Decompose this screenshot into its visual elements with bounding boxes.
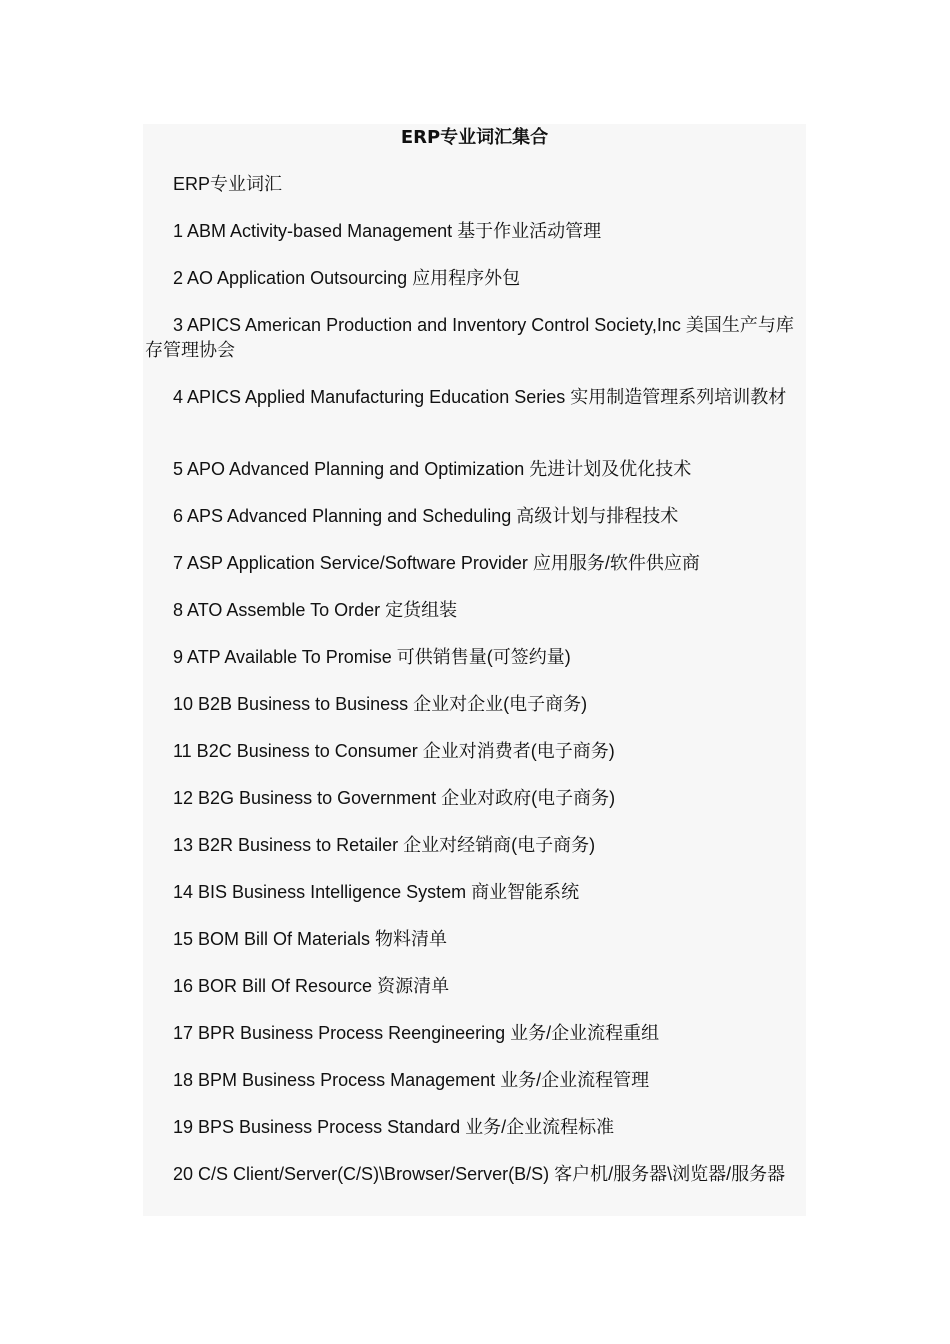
entry-aps: 6 APS Advanced Planning and Scheduling 高级计划与排程技术 bbox=[173, 506, 679, 526]
document-panel bbox=[143, 124, 806, 1216]
entry-bpr: 17 BPR Business Process Reengineering 业务/企业流程重组 bbox=[173, 1023, 660, 1043]
entry-ao: 2 AO Application Outsourcing 应用程序外包 bbox=[173, 268, 521, 288]
entry-bis: 14 BIS Business Intelligence System 商业智能系统 bbox=[173, 882, 580, 902]
entry-b2c: 11 B2C Business to Consumer 企业对消费者(电子商务) bbox=[173, 741, 615, 761]
entry-bor: 16 BOR Bill Of Resource 资源清单 bbox=[173, 976, 450, 996]
entry-cs: 20 C/S Client/Server(C/S)\Browser/Server(B/S) 客户机/服务器\浏览器/服务器 bbox=[173, 1164, 786, 1184]
entry-atp: 9 ATP Available To Promise 可供销售量(可签约量) bbox=[173, 647, 571, 667]
entry-b2b: 10 B2B Business to Business 企业对企业(电子商务) bbox=[173, 694, 588, 714]
entry-bpm: 18 BPM Business Process Management 业务/企业流程管理 bbox=[173, 1070, 650, 1090]
document-title: ERP专业词汇集合 bbox=[400, 127, 549, 148]
entry-abm: 1 ABM Activity-based Management 基于作业活动管理 bbox=[173, 221, 602, 241]
entry-b2g: 12 B2G Business to Government 企业对政府(电子商务) bbox=[173, 788, 616, 808]
entry-bps: 19 BPS Business Process Standard 业务/企业流程标准 bbox=[173, 1117, 615, 1137]
document-subtitle: ERP专业词汇 bbox=[173, 174, 283, 194]
entry-bom: 15 BOM Bill Of Materials 物料清单 bbox=[173, 929, 448, 949]
entry-apics-society: 3 APICS American Production and Inventory Control Society,Inc 美国生产与库存管理协会 bbox=[145, 315, 794, 360]
entry-apo: 5 APO Advanced Planning and Optimization 先进计划及优化技术 bbox=[173, 459, 692, 479]
entry-ato: 8 ATO Assemble To Order 定货组装 bbox=[173, 600, 458, 620]
entry-b2r: 13 B2R Business to Retailer 企业对经销商(电子商务) bbox=[173, 835, 596, 855]
entry-apics-series: 4 APICS Applied Manufacturing Education Series 实用制造管理系列培训教材 bbox=[173, 387, 787, 407]
entry-asp: 7 ASP Application Service/Software Provider 应用服务/软件供应商 bbox=[173, 553, 700, 573]
